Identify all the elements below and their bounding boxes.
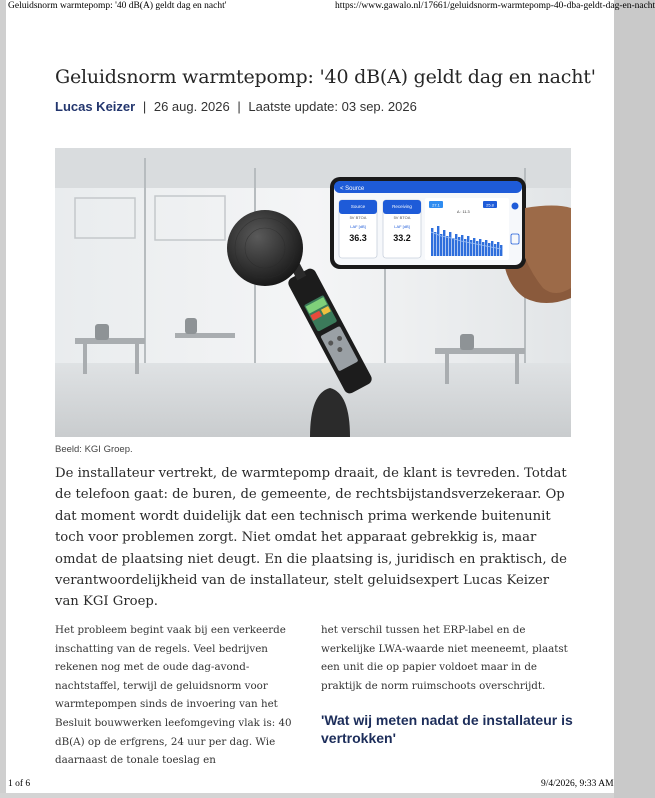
- spectrum-left-value: 27.1: [432, 202, 440, 208]
- receiving-panel-sub: 5V BTOA: [393, 215, 411, 220]
- hero-illustration: [55, 148, 571, 437]
- update-date: Laatste update: 03 sep. 2026: [248, 99, 417, 114]
- receiving-panel-header: Receiving: [392, 204, 412, 209]
- article-byline: [55, 99, 417, 114]
- print-header-title: Geluidsnorm warmtepomp: '40 dB(A) geldt dag en nacht': [8, 1, 227, 11]
- receiving-panel-value: 33.2: [393, 233, 411, 243]
- print-header-url[interactable]: https://www.gawalo.nl/17661/geluidsnorm-warmtepomp-40-dba-geldt-dag-en-nacht: [335, 1, 655, 11]
- receiving-panel-metric: LAF [dB]: [394, 224, 410, 229]
- section-heading: 'Wat wij meten nadat de installateur is vertrokken': [321, 712, 573, 746]
- print-footer: [8, 779, 614, 793]
- page-bottom-edge: [0, 793, 614, 798]
- image-caption: Beeld: KGI Groep.: [55, 444, 133, 455]
- source-panel-value: 36.3: [349, 233, 367, 243]
- author-link[interactable]: Lucas Keizer: [55, 99, 136, 114]
- page-counter: 1 of 6: [8, 779, 31, 789]
- byline-separator: |: [237, 99, 241, 114]
- phone-back-label: < Source: [340, 186, 365, 192]
- body-column-left: Het probleem begint vaak bij een verkeerde inschatting van de regels. Veel bedrijven rekenen nog met de oude dag-avond-nachtstaffel, terwijl de geluidsnorm voor warmtepompen sinds de invoering van het Besluit bouwwerken leefomgeving vlak is: 40 dB(A) op de erfgrens, 24 uur per dag. Wie daarnaast de tonale toeslag en: [55, 624, 292, 767]
- spectrum-delta: Δ : 11.3: [457, 210, 470, 214]
- article-lead: De installateur vertrekt, de warmtepomp draait, de klant is tevreden. Totdat de telefoon gaat: de buren, de gemeente, de rechtsbijstandsverzekeraar. Op dat moment wordt duidelijk dat een technisch prima werkende buitenunit toch voor problemen zorgt. Niet omdat het apparaat gebrekkig is, maar omdat de plaatsing niet deugt. En die plaatsing is, juridisch en praktisch, de verantwoordelijkheid van de installateur, stelt geluidsexpert Lucas Keizer van KGI Groep.: [55, 466, 567, 610]
- hero-image: [55, 148, 571, 437]
- page-edge: [0, 0, 6, 798]
- article-title: Geluidsnorm warmtepomp: '40 dB(A) geldt dag en nacht': [55, 66, 596, 88]
- source-panel-header: Source: [350, 204, 366, 209]
- source-panel-metric: LAF [dB]: [350, 224, 366, 229]
- publish-date: 26 aug. 2026: [153, 99, 230, 114]
- body-column-right: het verschil tussen het ERP-label en de werkelijke LWA-waarde niet meeneemt, plaatst een unit die op papier voldoet maar in de praktijk de norm ruimschoots overschrijdt.: [321, 624, 568, 692]
- spectrum-right-value: 25.8: [486, 202, 494, 208]
- print-header: [8, 0, 655, 14]
- byline-separator: |: [142, 99, 147, 114]
- print-datetime: 9/4/2026, 9:33 AM: [541, 779, 614, 789]
- source-panel-sub: 5V BTOA: [349, 215, 367, 220]
